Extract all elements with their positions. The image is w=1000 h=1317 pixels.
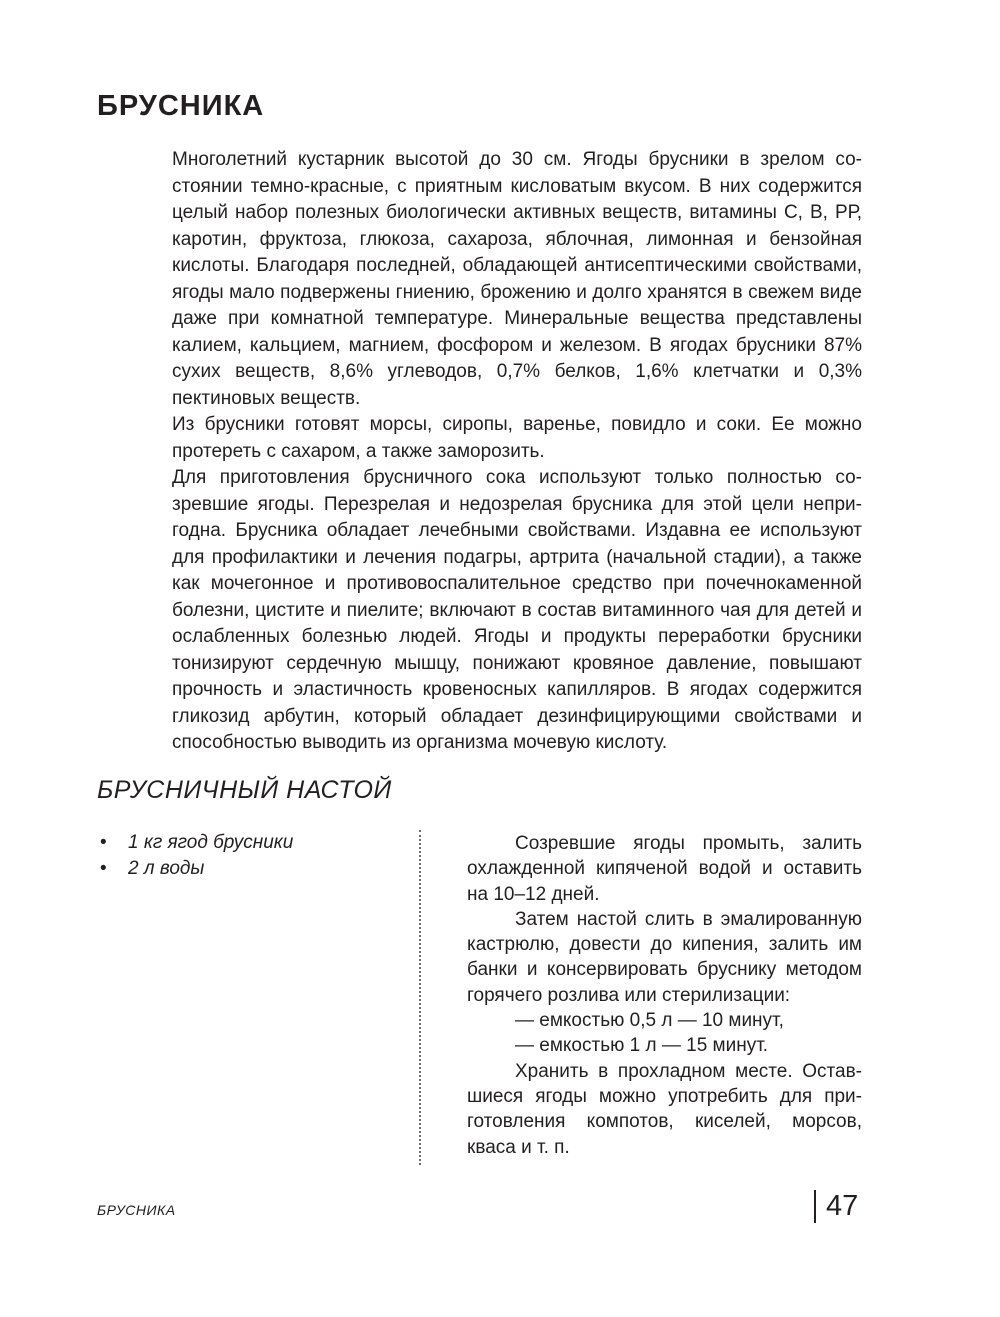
method-paragraph: Созревшие ягоды промыть, залить охлажденной кипяченой водой и оставить на 10–12 дней. [467, 833, 862, 905]
page-title: БРУСНИКА [97, 90, 265, 122]
bullet-icon: • [100, 858, 107, 879]
ingredients-list [100, 830, 400, 882]
ingredient-item [100, 856, 400, 882]
bullet-icon: • [100, 832, 107, 853]
ingredient-text: 2 л воды [128, 858, 205, 879]
page-number-separator [814, 1190, 816, 1223]
recipe-method [467, 831, 862, 1160]
ingredient-text: 1 кг ягод брусники [128, 832, 294, 853]
ingredient-item [100, 830, 400, 856]
recipe-title: БРУСНИЧНЫЙ НАСТОЙ [97, 776, 392, 804]
method-list-item: — емкостью 0,5 л — 10 минут, [515, 1010, 784, 1032]
intro-paragraph: Для приготовления брусничного сока используют только полностью созревшие ягоды. Перезрелая и недозрелая брусника для этой цели непригодна. Брусника обладает лечебными свойствами. Издавна ее используют для профилактики и лечения подагры, артрита (начальной стадии), а также как мочегонное и противовоспалительное средство при почечнокаменной болезни, цистите и пиелите; включают в состав витаминного чая для детей и ослабленных болезнью людей. Ягоды и продукты переработки брусники тонизируют сердечную мышцу, понижают кровяное давление, повышают прочность и эластичность кровеносных капилляров. В ягодах содержится гликозид арбутин, который обладает дезинфицирующими свойствами и способностью выводить из организма мочевую кислоту. [172, 467, 862, 753]
method-list-item: — емкостью 1 л — 15 минут. [515, 1035, 769, 1057]
intro-paragraph: Из брусники готовят морсы, сиропы, варенье, повидло и соки. Ее можно протереть с сахаром, а также заморозить. [172, 414, 862, 462]
method-paragraph: Затем настой слить в эмалированную кастрюлю, довести до кипения, залить им банки и консервировать бруснику методом горячего розлива или стерилизации: [467, 908, 862, 1006]
intro-text [172, 147, 862, 757]
footer-section-title: БРУСНИКА [97, 1202, 176, 1218]
page-number: 47 [826, 1190, 859, 1222]
method-paragraph: Хранить в прохладном месте. Оставшиеся ягоды можно употребить для приготовления компотов, киселей, морсов, кваса и т. п. [467, 1060, 862, 1158]
column-divider [419, 830, 421, 1165]
intro-paragraph: Многолетний кустарник высотой до 30 см. Ягоды брусники в зрелом состоянии темно-красные, с приятным кисловатым вкусом. В них содержится целый набор полезных биологически активных веществ, витамины С, В, РР, каротин, фруктоза, глюкоза, сахароза, яблочная, лимонная и бензойная кислоты. Благодаря последней, обладающей антисептическими свойствами, ягоды мало подвержены гниению, брожению и долго хранятся в свежем виде даже при комнатной температуре. Минеральные вещества представлены калием, кальцием, магнием, фосфором и железом. В ягодах брусники 87% сухих веществ, 8,6% углеводов, 0,7% белков, 1,6% клетчатки и 0,3% пектиновых веществ. [172, 149, 862, 409]
